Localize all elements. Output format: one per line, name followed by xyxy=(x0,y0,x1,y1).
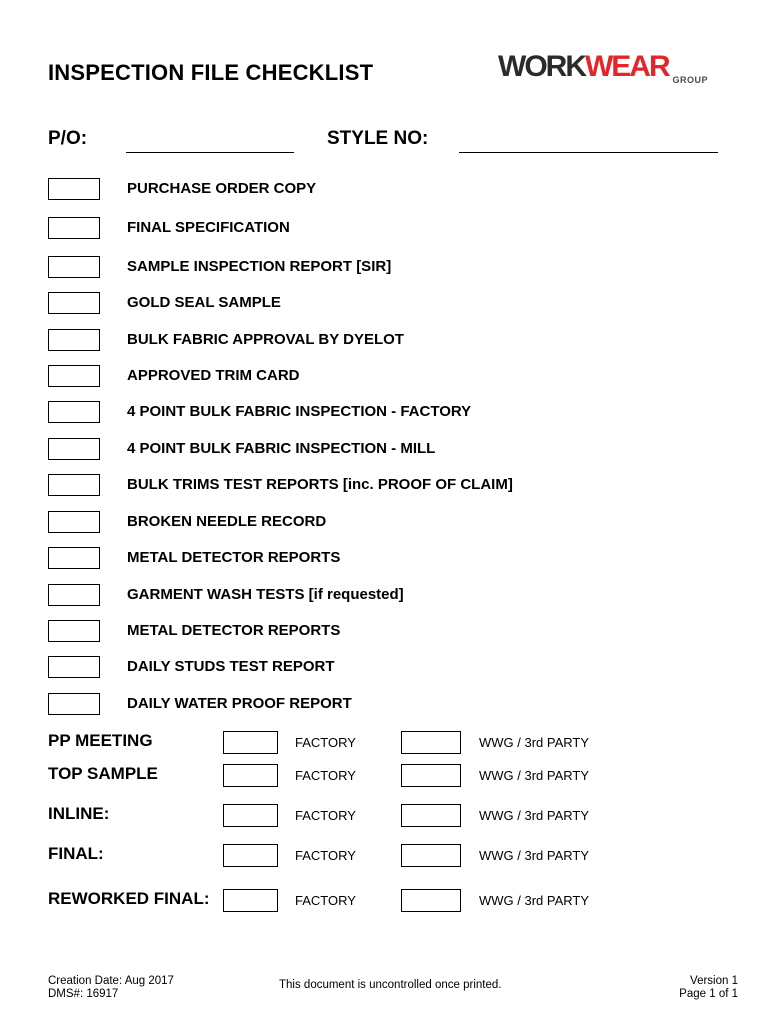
checklist-item-label: METAL DETECTOR REPORTS xyxy=(127,622,341,639)
logo-wear: WEAR xyxy=(584,50,669,83)
factory-label: FACTORY xyxy=(295,735,356,750)
stage-label: PP MEETING xyxy=(48,731,153,750)
wwg-label: WWG / 3rd PARTY xyxy=(479,808,590,823)
checkbox[interactable] xyxy=(48,511,100,533)
factory-checkbox[interactable] xyxy=(223,731,278,754)
stage-row xyxy=(48,764,668,788)
po-input-line[interactable] xyxy=(126,152,294,153)
page-title: INSPECTION FILE CHECKLIST xyxy=(48,60,374,85)
checkbox[interactable] xyxy=(48,584,100,606)
stage-row xyxy=(48,804,668,828)
wwg-checkbox[interactable] xyxy=(401,889,461,912)
dms-number: DMS#: 16917 xyxy=(48,988,119,1000)
stage-label: INLINE: xyxy=(48,804,110,823)
checklist-item-label: METAL DETECTOR REPORTS xyxy=(127,549,341,566)
workwear-group-logo xyxy=(498,50,710,90)
checkbox[interactable] xyxy=(48,547,100,569)
factory-label: FACTORY xyxy=(295,848,356,863)
checklist-item-label: BULK FABRIC APPROVAL BY DYELOT xyxy=(127,331,404,348)
wwg-checkbox[interactable] xyxy=(401,804,461,827)
checkbox[interactable] xyxy=(48,292,100,314)
wwg-checkbox[interactable] xyxy=(401,764,461,787)
stage-label: TOP SAMPLE xyxy=(48,764,158,783)
wwg-label: WWG / 3rd PARTY xyxy=(479,735,590,750)
factory-label: FACTORY xyxy=(295,893,356,908)
stage-row xyxy=(48,844,668,868)
wwg-checkbox[interactable] xyxy=(401,731,461,754)
version: Version 1 xyxy=(690,975,738,987)
checklist-item-label: GARMENT WASH TESTS [if requested] xyxy=(127,586,404,603)
checklist-item-label: GOLD SEAL SAMPLE xyxy=(127,294,281,311)
checklist-item-label: 4 POINT BULK FABRIC INSPECTION - MILL xyxy=(127,440,436,457)
checklist-item-label: APPROVED TRIM CARD xyxy=(127,367,300,384)
factory-checkbox[interactable] xyxy=(223,844,278,867)
checklist-item-label: BROKEN NEEDLE RECORD xyxy=(127,513,327,530)
logo-work: WORK xyxy=(498,50,585,83)
checklist-item-label: FINAL SPECIFICATION xyxy=(127,219,290,236)
checklist-item-label: DAILY WATER PROOF REPORT xyxy=(127,695,352,712)
checkbox[interactable] xyxy=(48,620,100,642)
wwg-label: WWG / 3rd PARTY xyxy=(479,893,590,908)
checkbox[interactable] xyxy=(48,401,100,423)
checklist-item-label: DAILY STUDS TEST REPORT xyxy=(127,658,335,675)
checkbox[interactable] xyxy=(48,329,100,351)
creation-date: Creation Date: Aug 2017 xyxy=(48,975,174,987)
stage-label: REWORKED FINAL: xyxy=(48,889,210,908)
logo-group: GROUP xyxy=(672,75,708,85)
stage-label: FINAL: xyxy=(48,844,104,863)
factory-checkbox[interactable] xyxy=(223,764,278,787)
checklist-item-label: SAMPLE INSPECTION REPORT [SIR] xyxy=(127,258,392,275)
checklist-item-label: 4 POINT BULK FABRIC INSPECTION - FACTORY xyxy=(127,403,472,420)
page-number: Page 1 of 1 xyxy=(679,988,738,1000)
factory-label: FACTORY xyxy=(295,768,356,783)
checklist-item-label: BULK TRIMS TEST REPORTS [inc. PROOF OF CLAIM] xyxy=(127,476,513,493)
stage-row xyxy=(48,889,668,913)
checkbox[interactable] xyxy=(48,656,100,678)
stage-row xyxy=(48,731,668,755)
factory-checkbox[interactable] xyxy=(223,889,278,912)
uncontrolled-notice: This document is uncontrolled once printed. xyxy=(279,979,502,991)
checklist-item-label: PURCHASE ORDER COPY xyxy=(127,180,317,197)
po-label: P/O: xyxy=(48,128,88,149)
wwg-checkbox[interactable] xyxy=(401,844,461,867)
checkbox[interactable] xyxy=(48,693,100,715)
wwg-label: WWG / 3rd PARTY xyxy=(479,768,590,783)
wwg-label: WWG / 3rd PARTY xyxy=(479,848,590,863)
factory-checkbox[interactable] xyxy=(223,804,278,827)
checkbox[interactable] xyxy=(48,256,100,278)
checkbox[interactable] xyxy=(48,217,100,239)
checkbox[interactable] xyxy=(48,178,100,200)
checkbox[interactable] xyxy=(48,438,100,460)
style-no-label: STYLE NO: xyxy=(327,128,429,149)
checkbox[interactable] xyxy=(48,474,100,496)
checkbox[interactable] xyxy=(48,365,100,387)
factory-label: FACTORY xyxy=(295,808,356,823)
style-no-input-line[interactable] xyxy=(459,152,718,153)
